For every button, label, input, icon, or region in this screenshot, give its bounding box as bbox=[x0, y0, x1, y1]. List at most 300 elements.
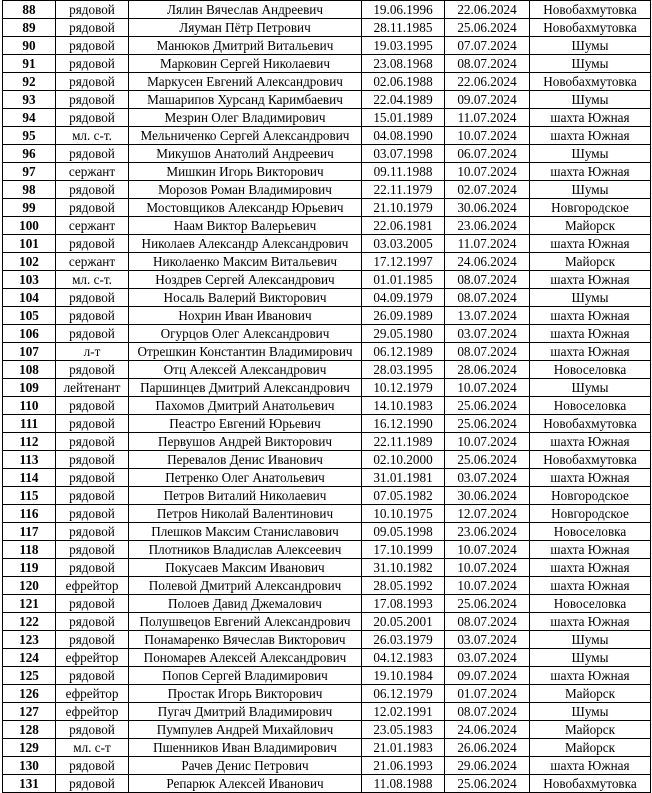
birth-date-cell: 17.10.1999 bbox=[362, 541, 445, 559]
birth-date-cell: 01.01.1985 bbox=[362, 271, 445, 289]
location-cell: Новоселовка bbox=[530, 361, 651, 379]
table-row bbox=[3, 451, 651, 469]
rank-cell: рядовой bbox=[56, 775, 129, 793]
name-cell: Маркусен Евгений Александрович bbox=[129, 73, 362, 91]
name-cell: Перевалов Денис Иванович bbox=[129, 451, 362, 469]
table-row bbox=[3, 55, 651, 73]
date-cell: 10.07.2024 bbox=[445, 559, 530, 577]
table-row bbox=[3, 235, 651, 253]
table-row bbox=[3, 703, 651, 721]
birth-date-cell: 06.12.1989 bbox=[362, 343, 445, 361]
birth-date-cell: 26.09.1989 bbox=[362, 307, 445, 325]
table-row bbox=[3, 307, 651, 325]
rank-cell: рядовой bbox=[56, 667, 129, 685]
row-number: 106 bbox=[3, 325, 56, 343]
rank-cell: рядовой bbox=[56, 235, 129, 253]
rank-cell: рядовой bbox=[56, 55, 129, 73]
name-cell: Петров Виталий Николаевич bbox=[129, 487, 362, 505]
row-number: 130 bbox=[3, 757, 56, 775]
date-cell: 29.06.2024 bbox=[445, 757, 530, 775]
row-number: 126 bbox=[3, 685, 56, 703]
name-cell: Рачев Денис Петрович bbox=[129, 757, 362, 775]
date-cell: 25.06.2024 bbox=[445, 415, 530, 433]
table-row bbox=[3, 37, 651, 55]
birth-date-cell: 12.02.1991 bbox=[362, 703, 445, 721]
birth-date-cell: 17.08.1993 bbox=[362, 595, 445, 613]
date-cell: 08.07.2024 bbox=[445, 703, 530, 721]
name-cell: Николаенко Максим Витальевич bbox=[129, 253, 362, 271]
location-cell: Новоселовка bbox=[530, 397, 651, 415]
location-cell: Майорск bbox=[530, 217, 651, 235]
date-cell: 08.07.2024 bbox=[445, 55, 530, 73]
birth-date-cell: 15.01.1989 bbox=[362, 109, 445, 127]
date-cell: 08.07.2024 bbox=[445, 343, 530, 361]
name-cell: Микушов Анатолий Андреевич bbox=[129, 145, 362, 163]
rank-cell: мл. с-т. bbox=[56, 271, 129, 289]
row-number: 111 bbox=[3, 415, 56, 433]
birth-date-cell: 26.03.1979 bbox=[362, 631, 445, 649]
table-row bbox=[3, 523, 651, 541]
name-cell: Паршинцев Дмитрий Александрович bbox=[129, 379, 362, 397]
name-cell: Пумпулев Андрей Михайлович bbox=[129, 721, 362, 739]
date-cell: 22.06.2024 bbox=[445, 1, 530, 19]
table-row bbox=[3, 739, 651, 757]
location-cell: Новгородское bbox=[530, 505, 651, 523]
location-cell: шахта Южная bbox=[530, 235, 651, 253]
birth-date-cell: 29.05.1980 bbox=[362, 325, 445, 343]
rank-cell: ефрейтор bbox=[56, 649, 129, 667]
date-cell: 09.07.2024 bbox=[445, 667, 530, 685]
date-cell: 24.06.2024 bbox=[445, 721, 530, 739]
name-cell: Огурцов Олег Александрович bbox=[129, 325, 362, 343]
location-cell: Шумы bbox=[530, 379, 651, 397]
table-row bbox=[3, 127, 651, 145]
name-cell: Ноздрев Сергей Александрович bbox=[129, 271, 362, 289]
location-cell: Шумы bbox=[530, 91, 651, 109]
location-cell: Новобахмутовка bbox=[530, 19, 651, 37]
date-cell: 10.07.2024 bbox=[445, 379, 530, 397]
rank-cell: рядовой bbox=[56, 757, 129, 775]
row-number: 114 bbox=[3, 469, 56, 487]
rank-cell: л-т bbox=[56, 343, 129, 361]
date-cell: 10.07.2024 bbox=[445, 433, 530, 451]
row-number: 96 bbox=[3, 145, 56, 163]
location-cell: шахта Южная bbox=[530, 127, 651, 145]
name-cell: Простак Игорь Викторович bbox=[129, 685, 362, 703]
name-cell: Петренко Олег Анатольевич bbox=[129, 469, 362, 487]
date-cell: 23.06.2024 bbox=[445, 217, 530, 235]
location-cell: Новоселовка bbox=[530, 523, 651, 541]
row-number: 93 bbox=[3, 91, 56, 109]
birth-date-cell: 11.08.1988 bbox=[362, 775, 445, 793]
table-row bbox=[3, 559, 651, 577]
location-cell: Шумы bbox=[530, 55, 651, 73]
name-cell: Манюков Дмитрий Витальевич bbox=[129, 37, 362, 55]
name-cell: Понамаренко Вячеслав Викторович bbox=[129, 631, 362, 649]
name-cell: Лялин Вячеслав Андреевич bbox=[129, 1, 362, 19]
rank-cell: рядовой bbox=[56, 397, 129, 415]
location-cell: Шумы bbox=[530, 631, 651, 649]
table-row bbox=[3, 379, 651, 397]
birth-date-cell: 21.10.1979 bbox=[362, 199, 445, 217]
row-number: 122 bbox=[3, 613, 56, 631]
date-cell: 23.06.2024 bbox=[445, 523, 530, 541]
rank-cell: рядовой bbox=[56, 721, 129, 739]
row-number: 116 bbox=[3, 505, 56, 523]
location-cell: Новобахмутовка bbox=[530, 1, 651, 19]
birth-date-cell: 28.05.1992 bbox=[362, 577, 445, 595]
rank-cell: рядовой bbox=[56, 613, 129, 631]
rank-cell: рядовой bbox=[56, 91, 129, 109]
table-row bbox=[3, 415, 651, 433]
name-cell: Пугач Дмитрий Владимирович bbox=[129, 703, 362, 721]
rank-cell: рядовой bbox=[56, 433, 129, 451]
birth-date-cell: 04.08.1990 bbox=[362, 127, 445, 145]
location-cell: шахта Южная bbox=[530, 109, 651, 127]
row-number: 97 bbox=[3, 163, 56, 181]
date-cell: 25.06.2024 bbox=[445, 451, 530, 469]
table-row bbox=[3, 721, 651, 739]
date-cell: 25.06.2024 bbox=[445, 397, 530, 415]
row-number: 90 bbox=[3, 37, 56, 55]
rank-cell: рядовой bbox=[56, 181, 129, 199]
row-number: 117 bbox=[3, 523, 56, 541]
birth-date-cell: 22.11.1979 bbox=[362, 181, 445, 199]
rank-cell: рядовой bbox=[56, 109, 129, 127]
table-row bbox=[3, 325, 651, 343]
name-cell: Плотников Владислав Алексеевич bbox=[129, 541, 362, 559]
date-cell: 08.07.2024 bbox=[445, 271, 530, 289]
date-cell: 22.06.2024 bbox=[445, 73, 530, 91]
birth-date-cell: 22.04.1989 bbox=[362, 91, 445, 109]
birth-date-cell: 09.11.1988 bbox=[362, 163, 445, 181]
location-cell: Новобахмутовка bbox=[530, 451, 651, 469]
row-number: 94 bbox=[3, 109, 56, 127]
location-cell: Шумы bbox=[530, 181, 651, 199]
table-row bbox=[3, 19, 651, 37]
rank-cell: рядовой bbox=[56, 73, 129, 91]
name-cell: Мишкин Игорь Викторович bbox=[129, 163, 362, 181]
location-cell: шахта Южная bbox=[530, 559, 651, 577]
date-cell: 12.07.2024 bbox=[445, 505, 530, 523]
table-row bbox=[3, 73, 651, 91]
location-cell: Шумы bbox=[530, 289, 651, 307]
table-row bbox=[3, 775, 651, 793]
rank-cell: сержант bbox=[56, 217, 129, 235]
date-cell: 11.07.2024 bbox=[445, 235, 530, 253]
rank-cell: рядовой bbox=[56, 415, 129, 433]
location-cell: шахта Южная bbox=[530, 577, 651, 595]
row-number: 103 bbox=[3, 271, 56, 289]
date-cell: 10.07.2024 bbox=[445, 127, 530, 145]
row-number: 129 bbox=[3, 739, 56, 757]
name-cell: Николаев Александр Александрович bbox=[129, 235, 362, 253]
birth-date-cell: 19.03.1995 bbox=[362, 37, 445, 55]
row-number: 99 bbox=[3, 199, 56, 217]
table-row bbox=[3, 253, 651, 271]
date-cell: 07.07.2024 bbox=[445, 37, 530, 55]
name-cell: Полушвецов Евгений Александрович bbox=[129, 613, 362, 631]
table-row bbox=[3, 757, 651, 775]
name-cell: Носаль Валерий Викторович bbox=[129, 289, 362, 307]
table-row bbox=[3, 595, 651, 613]
name-cell: Мельниченко Сергей Александрович bbox=[129, 127, 362, 145]
date-cell: 13.07.2024 bbox=[445, 307, 530, 325]
date-cell: 03.07.2024 bbox=[445, 469, 530, 487]
roster-page bbox=[2, 0, 651, 793]
rank-cell: рядовой bbox=[56, 361, 129, 379]
table-row bbox=[3, 649, 651, 667]
name-cell: Первушов Андрей Викторович bbox=[129, 433, 362, 451]
row-number: 108 bbox=[3, 361, 56, 379]
date-cell: 25.06.2024 bbox=[445, 595, 530, 613]
rank-cell: сержант bbox=[56, 163, 129, 181]
table-row bbox=[3, 631, 651, 649]
row-number: 105 bbox=[3, 307, 56, 325]
date-cell: 11.07.2024 bbox=[445, 109, 530, 127]
row-number: 98 bbox=[3, 181, 56, 199]
date-cell: 30.06.2024 bbox=[445, 199, 530, 217]
name-cell: Машарипов Хурсанд Каримбаевич bbox=[129, 91, 362, 109]
row-number: 120 bbox=[3, 577, 56, 595]
birth-date-cell: 14.10.1983 bbox=[362, 397, 445, 415]
row-number: 89 bbox=[3, 19, 56, 37]
name-cell: Пшенников Иван Владимирович bbox=[129, 739, 362, 757]
table-row bbox=[3, 469, 651, 487]
birth-date-cell: 31.01.1981 bbox=[362, 469, 445, 487]
rank-cell: ефрейтор bbox=[56, 685, 129, 703]
date-cell: 30.06.2024 bbox=[445, 487, 530, 505]
date-cell: 26.06.2024 bbox=[445, 739, 530, 757]
location-cell: шахта Южная bbox=[530, 343, 651, 361]
birth-date-cell: 28.11.1985 bbox=[362, 19, 445, 37]
rank-cell: рядовой bbox=[56, 307, 129, 325]
name-cell: Наам Виктор Валерьевич bbox=[129, 217, 362, 235]
table-row bbox=[3, 685, 651, 703]
location-cell: шахта Южная bbox=[530, 163, 651, 181]
location-cell: Майорск bbox=[530, 253, 651, 271]
birth-date-cell: 06.12.1979 bbox=[362, 685, 445, 703]
row-number: 124 bbox=[3, 649, 56, 667]
location-cell: Шумы bbox=[530, 703, 651, 721]
location-cell: шахта Южная bbox=[530, 469, 651, 487]
row-number: 110 bbox=[3, 397, 56, 415]
birth-date-cell: 17.12.1997 bbox=[362, 253, 445, 271]
birth-date-cell: 10.12.1979 bbox=[362, 379, 445, 397]
birth-date-cell: 31.10.1982 bbox=[362, 559, 445, 577]
location-cell: Шумы bbox=[530, 649, 651, 667]
name-cell: Петров Николай Валентинович bbox=[129, 505, 362, 523]
rank-cell: мл. с-т bbox=[56, 739, 129, 757]
location-cell: шахта Южная bbox=[530, 541, 651, 559]
date-cell: 24.06.2024 bbox=[445, 253, 530, 271]
roster-table bbox=[2, 0, 651, 793]
table-row bbox=[3, 541, 651, 559]
location-cell: Майорск bbox=[530, 685, 651, 703]
row-number: 112 bbox=[3, 433, 56, 451]
name-cell: Ляуман Пётр Петрович bbox=[129, 19, 362, 37]
location-cell: Майорск bbox=[530, 721, 651, 739]
row-number: 119 bbox=[3, 559, 56, 577]
row-number: 121 bbox=[3, 595, 56, 613]
birth-date-cell: 21.01.1983 bbox=[362, 739, 445, 757]
location-cell: шахта Южная bbox=[530, 667, 651, 685]
location-cell: Новобахмутовка bbox=[530, 73, 651, 91]
row-number: 125 bbox=[3, 667, 56, 685]
row-number: 107 bbox=[3, 343, 56, 361]
row-number: 95 bbox=[3, 127, 56, 145]
table-row bbox=[3, 361, 651, 379]
rank-cell: рядовой bbox=[56, 523, 129, 541]
row-number: 113 bbox=[3, 451, 56, 469]
rank-cell: рядовой bbox=[56, 559, 129, 577]
rank-cell: мл. с-т. bbox=[56, 127, 129, 145]
name-cell: Морозов Роман Владимирович bbox=[129, 181, 362, 199]
row-number: 115 bbox=[3, 487, 56, 505]
rank-cell: рядовой bbox=[56, 19, 129, 37]
table-row bbox=[3, 181, 651, 199]
location-cell: шахта Южная bbox=[530, 325, 651, 343]
row-number: 88 bbox=[3, 1, 56, 19]
name-cell: Полевой Дмитрий Александрович bbox=[129, 577, 362, 595]
rank-cell: рядовой bbox=[56, 469, 129, 487]
rank-cell: сержант bbox=[56, 253, 129, 271]
row-number: 102 bbox=[3, 253, 56, 271]
table-row bbox=[3, 613, 651, 631]
birth-date-cell: 04.12.1983 bbox=[362, 649, 445, 667]
rank-cell: рядовой bbox=[56, 631, 129, 649]
birth-date-cell: 19.10.1984 bbox=[362, 667, 445, 685]
location-cell: шахта Южная bbox=[530, 757, 651, 775]
date-cell: 06.07.2024 bbox=[445, 145, 530, 163]
rank-cell: рядовой bbox=[56, 145, 129, 163]
row-number: 91 bbox=[3, 55, 56, 73]
location-cell: Новобахмутовка bbox=[530, 775, 651, 793]
birth-date-cell: 10.10.1975 bbox=[362, 505, 445, 523]
location-cell: шахта Южная bbox=[530, 307, 651, 325]
table-row bbox=[3, 145, 651, 163]
birth-date-cell: 04.09.1979 bbox=[362, 289, 445, 307]
table-row bbox=[3, 199, 651, 217]
table-row bbox=[3, 1, 651, 19]
location-cell: Новобахмутовка bbox=[530, 415, 651, 433]
name-cell: Отрешкин Константин Владимирович bbox=[129, 343, 362, 361]
name-cell: Репарюк Алексей Иванович bbox=[129, 775, 362, 793]
date-cell: 08.07.2024 bbox=[445, 613, 530, 631]
table-row bbox=[3, 289, 651, 307]
row-number: 128 bbox=[3, 721, 56, 739]
birth-date-cell: 21.06.1993 bbox=[362, 757, 445, 775]
location-cell: Майорск bbox=[530, 739, 651, 757]
name-cell: Мостовщиков Александр Юрьевич bbox=[129, 199, 362, 217]
birth-date-cell: 09.05.1998 bbox=[362, 523, 445, 541]
row-number: 131 bbox=[3, 775, 56, 793]
rank-cell: ефрейтор bbox=[56, 577, 129, 595]
rank-cell: рядовой bbox=[56, 325, 129, 343]
rank-cell: рядовой bbox=[56, 595, 129, 613]
row-number: 92 bbox=[3, 73, 56, 91]
table-row bbox=[3, 217, 651, 235]
birth-date-cell: 23.05.1983 bbox=[362, 721, 445, 739]
location-cell: Шумы bbox=[530, 37, 651, 55]
name-cell: Нохрин Иван Иванович bbox=[129, 307, 362, 325]
rank-cell: рядовой bbox=[56, 451, 129, 469]
name-cell: Марковин Сергей Николаевич bbox=[129, 55, 362, 73]
location-cell: Шумы bbox=[530, 145, 651, 163]
date-cell: 03.07.2024 bbox=[445, 649, 530, 667]
rank-cell: рядовой bbox=[56, 541, 129, 559]
name-cell: Покусаев Максим Иванович bbox=[129, 559, 362, 577]
name-cell: Пеастро Евгений Юрьевич bbox=[129, 415, 362, 433]
location-cell: Новоселовка bbox=[530, 595, 651, 613]
date-cell: 10.07.2024 bbox=[445, 163, 530, 181]
location-cell: шахта Южная bbox=[530, 613, 651, 631]
birth-date-cell: 02.06.1988 bbox=[362, 73, 445, 91]
birth-date-cell: 23.08.1968 bbox=[362, 55, 445, 73]
row-number: 123 bbox=[3, 631, 56, 649]
row-number: 109 bbox=[3, 379, 56, 397]
location-cell: шахта Южная bbox=[530, 433, 651, 451]
table-row bbox=[3, 91, 651, 109]
table-row bbox=[3, 109, 651, 127]
name-cell: Попов Сергей Владимирович bbox=[129, 667, 362, 685]
date-cell: 08.07.2024 bbox=[445, 289, 530, 307]
rank-cell: лейтенант bbox=[56, 379, 129, 397]
date-cell: 02.07.2024 bbox=[445, 181, 530, 199]
date-cell: 10.07.2024 bbox=[445, 577, 530, 595]
name-cell: Пономарев Алексей Александрович bbox=[129, 649, 362, 667]
table-row bbox=[3, 343, 651, 361]
date-cell: 09.07.2024 bbox=[445, 91, 530, 109]
birth-date-cell: 16.12.1990 bbox=[362, 415, 445, 433]
birth-date-cell: 22.11.1989 bbox=[362, 433, 445, 451]
name-cell: Плешков Максим Станиславович bbox=[129, 523, 362, 541]
location-cell: Новгородское bbox=[530, 487, 651, 505]
rank-cell: рядовой bbox=[56, 37, 129, 55]
date-cell: 25.06.2024 bbox=[445, 775, 530, 793]
table-row bbox=[3, 397, 651, 415]
rank-cell: рядовой bbox=[56, 1, 129, 19]
table-row bbox=[3, 271, 651, 289]
name-cell: Отц Алексей Александрович bbox=[129, 361, 362, 379]
date-cell: 28.06.2024 bbox=[445, 361, 530, 379]
table-row bbox=[3, 163, 651, 181]
birth-date-cell: 02.10.2000 bbox=[362, 451, 445, 469]
table-row bbox=[3, 433, 651, 451]
date-cell: 10.07.2024 bbox=[445, 541, 530, 559]
rank-cell: рядовой bbox=[56, 199, 129, 217]
birth-date-cell: 19.06.1996 bbox=[362, 1, 445, 19]
row-number: 104 bbox=[3, 289, 56, 307]
row-number: 101 bbox=[3, 235, 56, 253]
rank-cell: рядовой bbox=[56, 289, 129, 307]
table-row bbox=[3, 667, 651, 685]
rank-cell: рядовой bbox=[56, 505, 129, 523]
row-number: 118 bbox=[3, 541, 56, 559]
birth-date-cell: 20.05.2001 bbox=[362, 613, 445, 631]
date-cell: 03.07.2024 bbox=[445, 325, 530, 343]
birth-date-cell: 07.05.1982 bbox=[362, 487, 445, 505]
birth-date-cell: 22.06.1981 bbox=[362, 217, 445, 235]
location-cell: Новгородское bbox=[530, 199, 651, 217]
row-number: 100 bbox=[3, 217, 56, 235]
date-cell: 01.07.2024 bbox=[445, 685, 530, 703]
rank-cell: ефрейтор bbox=[56, 703, 129, 721]
birth-date-cell: 28.03.1995 bbox=[362, 361, 445, 379]
location-cell: шахта Южная bbox=[530, 271, 651, 289]
rank-cell: рядовой bbox=[56, 487, 129, 505]
table-row bbox=[3, 577, 651, 595]
